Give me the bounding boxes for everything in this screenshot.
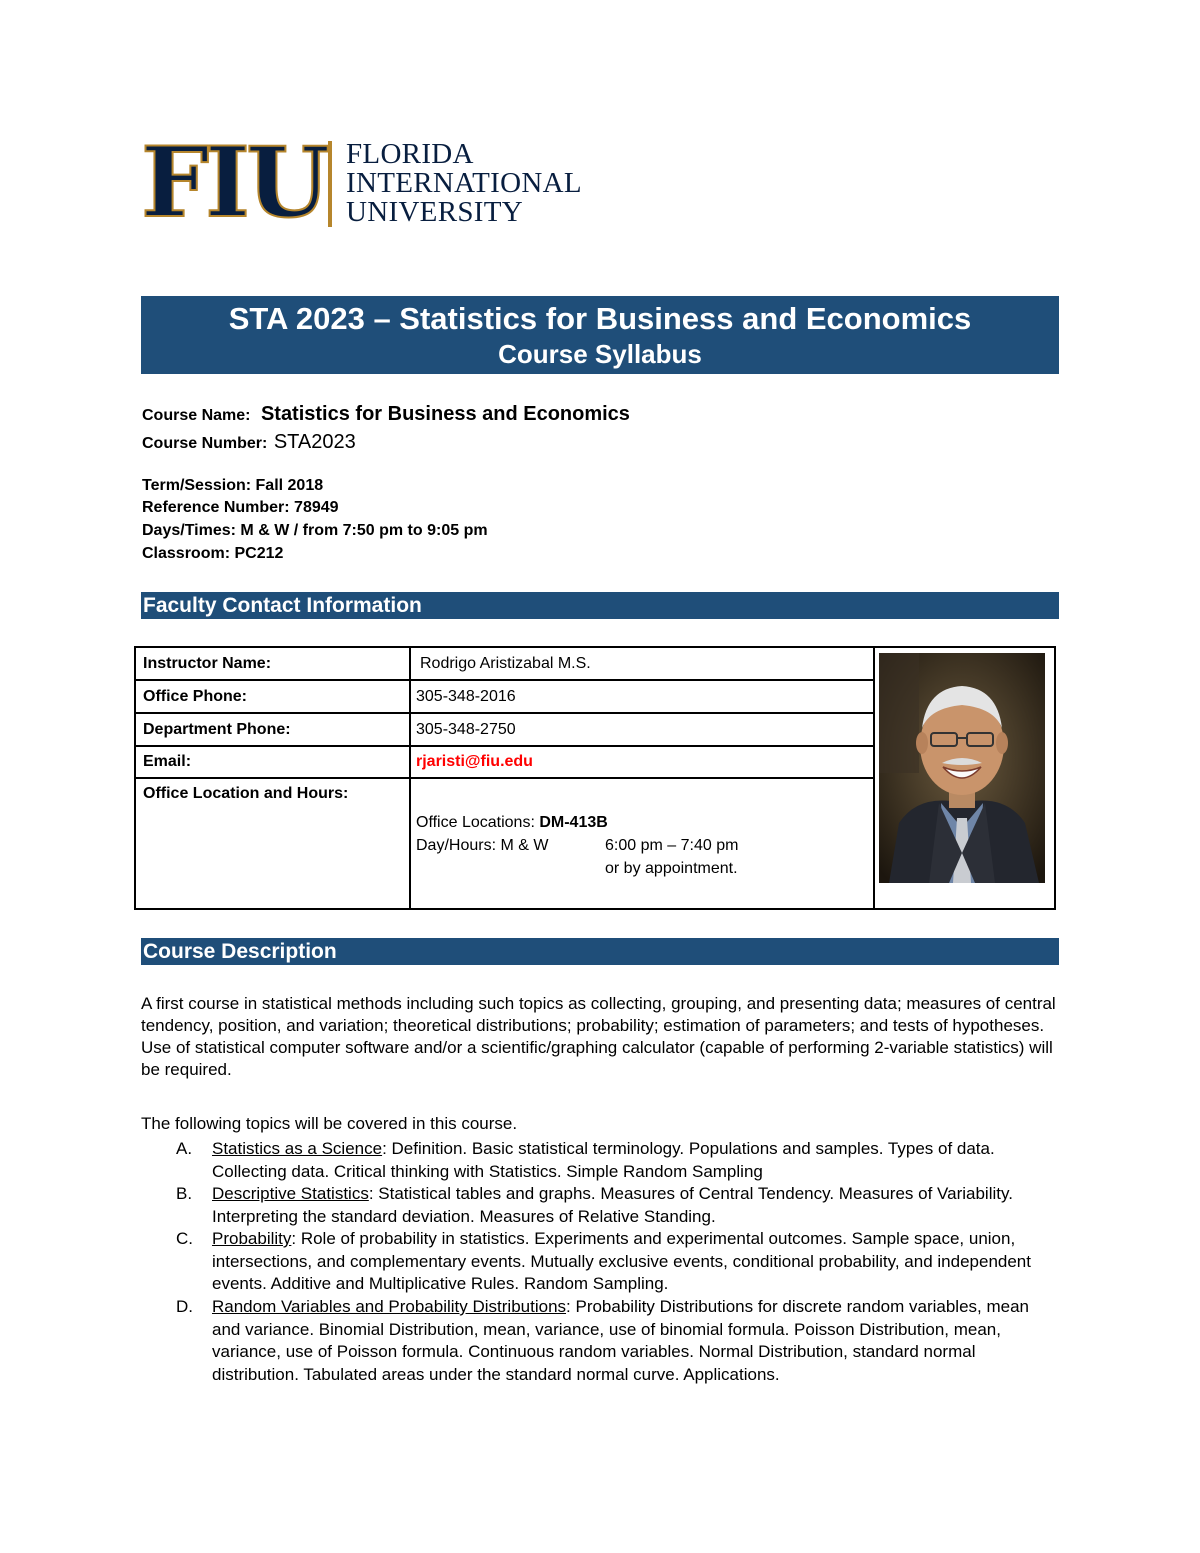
topic-title: Statistics as a Science bbox=[212, 1139, 383, 1158]
day-hours-value: 6:00 pm – 7:40 pm bbox=[605, 837, 739, 854]
office-phone-value: 305-348-2016 bbox=[416, 688, 516, 705]
topic-letter: A. bbox=[176, 1139, 193, 1158]
office-phone-label: Office Phone: bbox=[143, 688, 248, 705]
days-times: Days/Times: M & W / from 7:50 pm to 9:05 pm bbox=[142, 522, 488, 539]
topic-letter: C. bbox=[176, 1229, 193, 1248]
page-subtitle: Course Syllabus bbox=[498, 339, 702, 369]
course-description-paragraph: A first course in statistical methods including such topics as collecting, grouping, and presenting data; measures of central tendency, position, and variation; theoretical distributions; probability; estimation of parameters; and tests of hypotheses. Use of statistical computer software and/or a scientific/graphing calculator (capable of performing 2-variable statistics) will be required. bbox=[141, 994, 1056, 1079]
office-hours-block bbox=[416, 811, 866, 880]
topic-body bbox=[212, 1228, 1062, 1296]
email-link[interactable]: rjaristi@fiu.edu bbox=[416, 753, 533, 770]
topic-body bbox=[212, 1138, 1062, 1183]
instructor-name-label: Instructor Name: bbox=[143, 655, 272, 672]
table-row bbox=[136, 681, 874, 714]
table-row bbox=[136, 747, 874, 779]
topic-text: : Statistical tables and graphs. Measures of Central Tendency. Measures of Variability. Interpreting the standard deviation. Measures of Relative Standing. bbox=[212, 1184, 1013, 1226]
office-locations-label: Office Locations: bbox=[416, 814, 535, 831]
title-banner bbox=[141, 296, 1059, 374]
office-location-label: Office Location and Hours: bbox=[143, 785, 349, 802]
day-hours-line bbox=[416, 834, 866, 857]
office-locations-line bbox=[416, 811, 866, 834]
reference-number: Reference Number: 78949 bbox=[142, 499, 339, 516]
table-row bbox=[136, 779, 409, 908]
faculty-contact-table bbox=[134, 646, 1056, 910]
classroom: Classroom: PC212 bbox=[142, 545, 284, 562]
instructor-photo-graphic bbox=[879, 653, 1045, 883]
day-hours-label: Day/Hours: M & W bbox=[416, 837, 549, 854]
page-title: STA 2023 – Statistics for Business and Economics bbox=[228, 301, 972, 336]
course-number-value: STA2023 bbox=[273, 431, 356, 453]
fiu-logo bbox=[141, 126, 611, 239]
topic-body bbox=[212, 1183, 1062, 1228]
logo-mark: FIU bbox=[141, 126, 326, 239]
topics-intro: The following topics will be covered in this course. bbox=[141, 1114, 518, 1133]
table-row bbox=[136, 648, 874, 681]
table-row bbox=[136, 714, 874, 747]
topic-text: : Role of probability in statistics. Experiments and experimental outcomes. Sample space, union, intersections, and complementary events. Mutually exclusive events, conditional probability, and independent events. Additive and Multiplicative Rules. Random Sampling. bbox=[212, 1229, 1031, 1293]
instructor-photo bbox=[879, 653, 1045, 883]
course-description-heading: Course Description bbox=[141, 938, 1059, 965]
logo-line-3: UNIVERSITY bbox=[346, 196, 523, 228]
course-name-label: Course Name: bbox=[142, 407, 251, 424]
topic-title: Probability bbox=[212, 1229, 292, 1248]
topic-title: Descriptive Statistics bbox=[212, 1184, 369, 1203]
logo-line-1: FLORIDA bbox=[346, 138, 474, 170]
course-name-value: Statistics for Business and Economics bbox=[260, 403, 630, 425]
topic-body bbox=[212, 1296, 1062, 1386]
faculty-section-heading: Faculty Contact Information bbox=[141, 592, 1059, 619]
term-session: Term/Session: Fall 2018 bbox=[142, 477, 324, 494]
topic-letter: D. bbox=[176, 1297, 193, 1316]
department-phone-value: 305-348-2750 bbox=[416, 721, 516, 738]
course-number-field bbox=[142, 431, 356, 454]
logo-line-2: INTERNATIONAL bbox=[346, 167, 582, 199]
topic-text: : Definition. Basic statistical terminology. Populations and samples. Types of data. Collecting data. Critical thinking with Statistics. Simple Random Sampling bbox=[212, 1139, 995, 1181]
office-locations-value: DM-413B bbox=[539, 814, 608, 831]
course-name-field bbox=[142, 403, 630, 426]
department-phone-label: Department Phone: bbox=[143, 721, 291, 738]
logo-divider bbox=[328, 141, 332, 227]
instructor-name-value: Rodrigo Aristizabal M.S. bbox=[420, 655, 591, 672]
topic-text: : Probability Distributions for discrete random variables, mean and variance. Binomial Distribution, mean, variance, use of binomial formula. Poisson Distribution, mean, variance, use of Poisson formula. Continuous random variables. Normal Distribution, standard normal distribution. Tabulated areas under the standard normal curve. Applications. bbox=[212, 1297, 1030, 1384]
email-label: Email: bbox=[143, 753, 192, 770]
appointment-note: or by appointment. bbox=[605, 860, 738, 877]
course-number-label: Course Number: bbox=[142, 435, 268, 452]
topic-letter: B. bbox=[176, 1184, 193, 1203]
topic-title: Random Variables and Probability Distributions bbox=[212, 1297, 567, 1316]
